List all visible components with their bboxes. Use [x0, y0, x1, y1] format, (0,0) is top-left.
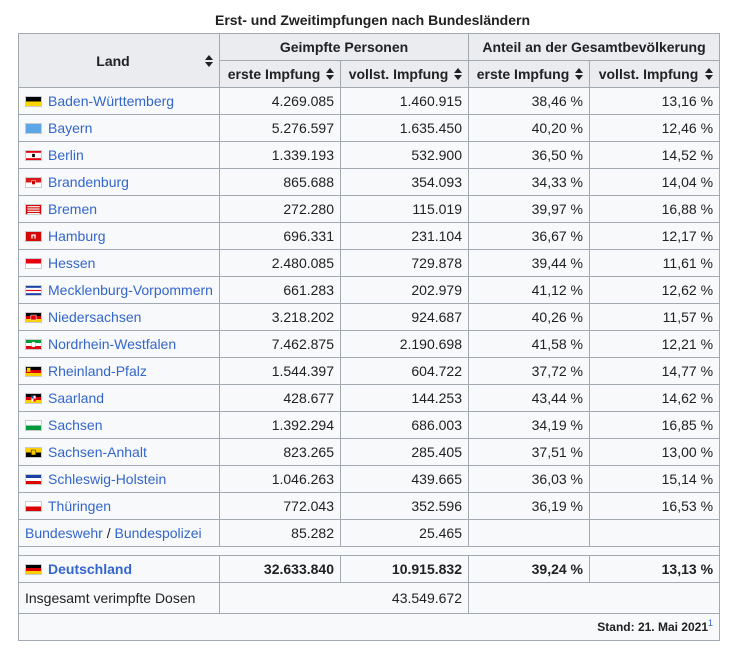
table-row	[19, 412, 720, 439]
anteil-erste-cell: 34,19 %	[469, 412, 590, 439]
anteil-vollst-cell: 14,04 %	[590, 169, 720, 196]
land-cell	[19, 556, 220, 583]
reference-link[interactable]: 1	[708, 618, 714, 628]
erste-impfung-cell: 1.392.294	[220, 412, 341, 439]
anteil-erste-cell: 39,97 %	[469, 196, 590, 223]
doses-label: Insgesamt verimpfte Dosen	[19, 583, 220, 614]
land-link[interactable]: Berlin	[48, 147, 84, 163]
table-row-stand	[19, 614, 720, 641]
table-row	[19, 304, 720, 331]
land-cell	[19, 331, 220, 358]
sn-flag-icon	[25, 420, 42, 431]
anteil-erste-cell: 39,44 %	[469, 250, 590, 277]
land-cell	[19, 277, 220, 304]
vollst-impfung-cell: 231.104	[341, 223, 469, 250]
table-row	[19, 196, 720, 223]
column-group-anteil: Anteil an der Gesamtbevölkerung	[469, 34, 720, 61]
land-link[interactable]: Bremen	[48, 201, 98, 217]
bundespolizei-link[interactable]: Bundespolizei	[114, 525, 202, 541]
land-link[interactable]: Saarland	[48, 390, 105, 406]
bundeswehr-link[interactable]: Bundeswehr	[25, 525, 103, 541]
erste-impfung-cell: 1.339.193	[220, 142, 341, 169]
erste-impfung-cell: 1.544.397	[220, 358, 341, 385]
anteil-vollst-cell: 13,16 %	[590, 88, 720, 115]
empty-cell	[590, 520, 720, 547]
hh-flag-icon	[25, 231, 42, 242]
table-row	[19, 331, 720, 358]
column-header-vollst-impfung[interactable]	[341, 61, 469, 88]
column-group-geimpfte: Geimpfte Personen	[220, 34, 469, 61]
empty-cell	[469, 583, 720, 614]
vaccination-table	[18, 33, 720, 641]
land-link[interactable]: Mecklenburg-Vorpommern	[48, 282, 213, 298]
anteil-vollst-cell: 13,00 %	[590, 439, 720, 466]
vollst-impfung-cell: 202.979	[341, 277, 469, 304]
anteil-erste-cell: 39,24 %	[469, 556, 590, 583]
vollst-impfung-cell: 1.460.915	[341, 88, 469, 115]
land-cell	[19, 169, 220, 196]
land-cell	[19, 493, 220, 520]
land-link[interactable]: Hamburg	[48, 228, 106, 244]
anteil-erste-cell: 37,51 %	[469, 439, 590, 466]
anteil-erste-cell: 38,46 %	[469, 88, 590, 115]
land-cell	[19, 196, 220, 223]
column-header-land-label: Land	[96, 52, 130, 69]
anteil-vollst-cell: 13,13 %	[590, 556, 720, 583]
table-row	[19, 439, 720, 466]
vollst-impfung-cell: 10.915.832	[341, 556, 469, 583]
land-cell	[19, 412, 220, 439]
anteil-vollst-cell: 15,14 %	[590, 466, 720, 493]
hb-flag-icon	[25, 204, 42, 215]
table-row	[19, 385, 720, 412]
sort-icon[interactable]	[575, 68, 583, 80]
bb-flag-icon	[25, 177, 42, 188]
anteil-erste-cell: 36,67 %	[469, 223, 590, 250]
land-link[interactable]: Hessen	[48, 255, 96, 271]
land-cell	[19, 466, 220, 493]
table-row	[19, 277, 720, 304]
be-flag-icon	[25, 150, 42, 161]
column-header-anteil-vollst[interactable]	[590, 61, 720, 88]
land-cell	[19, 115, 220, 142]
by-flag-icon	[25, 123, 42, 134]
column-header-label: erste Impfung	[227, 66, 321, 82]
separator: /	[102, 525, 115, 541]
anteil-vollst-cell: 14,77 %	[590, 358, 720, 385]
stand-date: Stand: 21. Mai 2021	[597, 620, 708, 634]
anteil-vollst-cell: 12,21 %	[590, 331, 720, 358]
vollst-impfung-cell: 924.687	[341, 304, 469, 331]
vollst-impfung-cell: 729.878	[341, 250, 469, 277]
erste-impfung-cell: 3.218.202	[220, 304, 341, 331]
table-row	[19, 250, 720, 277]
column-header-label: vollst. Impfung	[348, 66, 449, 82]
erste-impfung-cell: 272.280	[220, 196, 341, 223]
anteil-erste-cell: 36,03 %	[469, 466, 590, 493]
anteil-erste-cell: 43,44 %	[469, 385, 590, 412]
land-cell	[19, 88, 220, 115]
vollst-impfung-cell: 532.900	[341, 142, 469, 169]
table-row	[19, 142, 720, 169]
table-row-bund	[19, 520, 720, 547]
land-cell	[19, 223, 220, 250]
sh-flag-icon	[25, 474, 42, 485]
erste-impfung-cell: 2.480.085	[220, 250, 341, 277]
erste-impfung-cell: 428.677	[220, 385, 341, 412]
vollst-impfung-cell: 354.093	[341, 169, 469, 196]
column-header-anteil-erste[interactable]	[469, 61, 590, 88]
column-header-label: erste Impfung	[476, 66, 570, 82]
anteil-vollst-cell: 11,57 %	[590, 304, 720, 331]
vollst-impfung-cell: 285.405	[341, 439, 469, 466]
table-row	[19, 493, 720, 520]
table-caption: Erst- und Zweitimpfungen nach Bundesländern	[214, 12, 530, 28]
stand-cell	[19, 614, 720, 641]
land-link[interactable]: Baden-Württemberg	[48, 93, 175, 109]
land-link[interactable]: Niedersachsen	[48, 309, 142, 325]
erste-impfung-cell: 865.688	[220, 169, 341, 196]
table-row	[19, 169, 720, 196]
land-cell	[19, 520, 220, 547]
land-link[interactable]: Bayern	[48, 120, 93, 136]
vollst-impfung-cell: 352.596	[341, 493, 469, 520]
empty-cell	[469, 520, 590, 547]
table-row	[19, 223, 720, 250]
erste-impfung-cell: 823.265	[220, 439, 341, 466]
table-row-doses	[19, 583, 720, 614]
table-row	[19, 466, 720, 493]
anteil-erste-cell: 40,20 %	[469, 115, 590, 142]
land-cell	[19, 439, 220, 466]
nw-flag-icon	[25, 339, 42, 350]
vollst-impfung-cell: 1.635.450	[341, 115, 469, 142]
anteil-erste-cell: 34,33 %	[469, 169, 590, 196]
column-header-label: vollst. Impfung	[598, 66, 699, 82]
vollst-impfung-cell: 686.003	[341, 412, 469, 439]
erste-impfung-cell: 32.633.840	[220, 556, 341, 583]
anteil-vollst-cell: 12,17 %	[590, 223, 720, 250]
anteil-vollst-cell: 14,62 %	[590, 385, 720, 412]
land-link[interactable]: Sachsen	[48, 417, 103, 433]
table-row	[19, 88, 720, 115]
he-flag-icon	[25, 258, 42, 269]
sort-icon[interactable]	[705, 68, 713, 80]
vollst-impfung-cell: 439.665	[341, 466, 469, 493]
table-row	[19, 115, 720, 142]
land-link[interactable]: Sachsen-Anhalt	[48, 444, 147, 460]
erste-impfung-cell: 1.046.263	[220, 466, 341, 493]
bw-flag-icon	[25, 96, 42, 107]
anteil-erste-cell: 37,72 %	[469, 358, 590, 385]
erste-impfung-cell: 4.269.085	[220, 88, 341, 115]
sort-icon[interactable]	[326, 68, 334, 80]
table-row	[19, 358, 720, 385]
vollst-impfung-cell: 2.190.698	[341, 331, 469, 358]
land-link[interactable]: Brandenburg	[48, 174, 129, 190]
rp-flag-icon	[25, 366, 42, 377]
land-cell	[19, 142, 220, 169]
erste-impfung-cell: 85.282	[220, 520, 341, 547]
de-flag-icon	[25, 564, 42, 575]
table-row-total	[19, 556, 720, 583]
vollst-impfung-cell: 115.019	[341, 196, 469, 223]
column-header-land[interactable]	[19, 34, 220, 88]
vollst-impfung-cell: 604.722	[341, 358, 469, 385]
spacer-row	[19, 547, 720, 556]
land-link[interactable]: Deutschland	[48, 561, 133, 577]
anteil-vollst-cell: 12,46 %	[590, 115, 720, 142]
anteil-erste-cell: 41,12 %	[469, 277, 590, 304]
ni-flag-icon	[25, 312, 42, 323]
doses-value: 43.549.672	[220, 583, 469, 614]
mv-flag-icon	[25, 285, 42, 296]
anteil-vollst-cell: 16,88 %	[590, 196, 720, 223]
land-link[interactable]: Thüringen	[48, 498, 112, 514]
anteil-vollst-cell: 11,61 %	[590, 250, 720, 277]
vollst-impfung-cell: 144.253	[341, 385, 469, 412]
spacer-cell	[19, 547, 720, 556]
erste-impfung-cell: 5.276.597	[220, 115, 341, 142]
sort-icon[interactable]	[205, 55, 213, 67]
erste-impfung-cell: 661.283	[220, 277, 341, 304]
anteil-erste-cell: 41,58 %	[469, 331, 590, 358]
land-link[interactable]: Nordrhein-Westfalen	[48, 336, 177, 352]
anteil-vollst-cell: 12,62 %	[590, 277, 720, 304]
erste-impfung-cell: 772.043	[220, 493, 341, 520]
erste-impfung-cell: 7.462.875	[220, 331, 341, 358]
land-link[interactable]: Rheinland-Pfalz	[48, 363, 147, 379]
erste-impfung-cell: 696.331	[220, 223, 341, 250]
column-header-erste-impfung[interactable]	[220, 61, 341, 88]
land-link[interactable]: Schleswig-Holstein	[48, 471, 167, 487]
land-cell	[19, 385, 220, 412]
land-cell	[19, 250, 220, 277]
vollst-impfung-cell: 25.465	[341, 520, 469, 547]
st-flag-icon	[25, 447, 42, 458]
anteil-erste-cell: 36,19 %	[469, 493, 590, 520]
anteil-vollst-cell: 14,52 %	[590, 142, 720, 169]
anteil-erste-cell: 40,26 %	[469, 304, 590, 331]
sort-icon[interactable]	[454, 68, 462, 80]
sl-flag-icon	[25, 393, 42, 404]
anteil-vollst-cell: 16,85 %	[590, 412, 720, 439]
anteil-vollst-cell: 16,53 %	[590, 493, 720, 520]
th-flag-icon	[25, 501, 42, 512]
land-cell	[19, 304, 220, 331]
land-cell	[19, 358, 220, 385]
anteil-erste-cell: 36,50 %	[469, 142, 590, 169]
